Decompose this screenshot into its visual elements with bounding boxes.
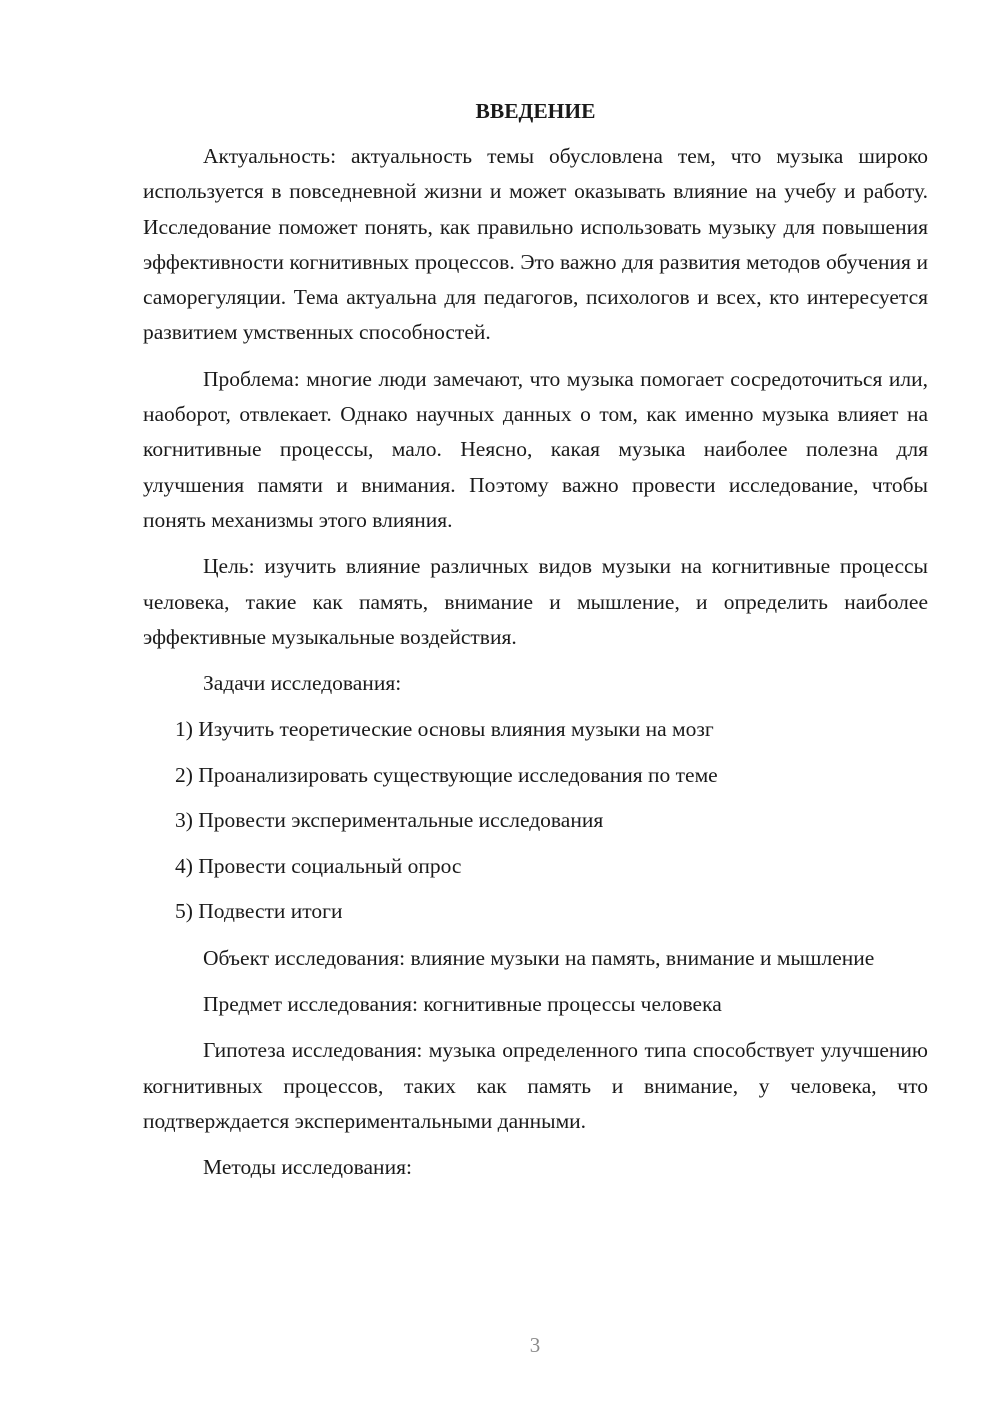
- task-item: 1) Изучить теоретические основы влияния музыки на мозг: [175, 717, 714, 742]
- goal-paragraph: Цель: изучить влияние различных видов музыки на когнитивные процессы человека, такие как память, внимание и мышление, и определить наиболее эффективные музыкальные воздействия.: [143, 554, 928, 649]
- task-item: 2) Проанализировать существующие исследования по теме: [175, 762, 718, 787]
- task-item: 5) Подвести итоги: [175, 899, 343, 924]
- page-number: 3: [529, 1333, 541, 1357]
- relevance-paragraph: Актуальность: актуальность темы обусловлена тем, что музыка широко используется в повседневной жизни и может оказывать влияние на учебу и работу. Исследование поможет понять, как правильно использовать музыку для повышения эффективности когнитивных процессов. Это важно для развития методов обучения и саморегуляции. Тема актуальна для педагогов, психологов и всех, кто интересуется развитием умственных способностей.: [143, 144, 928, 345]
- task-item: 4) Провести социальный опрос: [175, 853, 462, 878]
- object-paragraph: Объект исследования: влияние музыки на память, внимание и мышление: [203, 945, 875, 970]
- page-content: [143, 94, 928, 1196]
- tasks-list: [143, 712, 928, 929]
- hypothesis-paragraph: Гипотеза исследования: музыка определенного типа способствует улучшению когнитивных процессов, таких как память и внимание, у человека, что подтверждается экспериментальными данными.: [143, 1038, 928, 1133]
- problem-paragraph: Проблема: многие люди замечают, что музыка помогает сосредоточиться или, наоборот, отвлекает. Однако научных данных о том, как именно музыка влияет на когнитивные процессы, мало. Неясно, какая музыка наиболее полезна для улучшения памяти и внимания. Поэтому важно провести исследование, чтобы понять механизмы этого влияния.: [143, 366, 928, 532]
- tasks-title: Задачи исследования:: [203, 671, 402, 696]
- subject-paragraph: Предмет исследования: когнитивные процессы человека: [203, 991, 722, 1016]
- methods-title: Методы исследования:: [203, 1155, 412, 1180]
- section-heading: ВВЕДЕНИЕ: [475, 99, 596, 123]
- task-item: 3) Провести экспериментальные исследования: [175, 808, 604, 833]
